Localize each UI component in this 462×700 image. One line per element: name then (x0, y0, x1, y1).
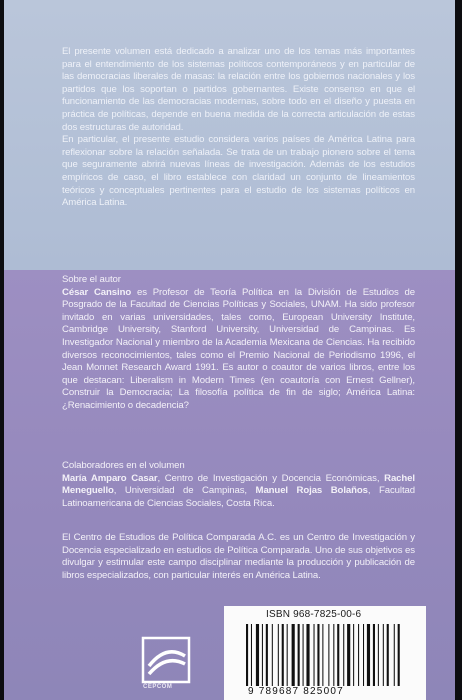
barcode-bar (383, 624, 384, 686)
barcode-bar (347, 624, 350, 686)
top-panel (4, 0, 455, 270)
isbn-box (224, 606, 426, 700)
barcode-bar (343, 624, 344, 686)
logo-text: CEPCOM (143, 684, 173, 690)
barcode-bar (287, 624, 288, 686)
barcode-bar (373, 624, 375, 686)
barcode-bar (306, 624, 309, 686)
barcode-bar (282, 624, 284, 686)
barcode-bar (398, 624, 400, 686)
barcode-bar (266, 624, 268, 686)
barcode-bar (322, 624, 323, 686)
book-back-cover (4, 0, 455, 700)
barcode-bar (317, 624, 319, 686)
barcode-bar (358, 624, 359, 686)
barcode-bar (367, 624, 370, 686)
barcode-bar (363, 624, 364, 686)
barcode-bar (256, 624, 259, 686)
barcode-bar (387, 624, 389, 686)
barcode-bar (353, 624, 354, 686)
intro-paragraph-1: El presente volumen está dedicado a analizar uno de los temas más importantes para el entendimiento de los sistemas políticos contemporáneos y en particular de las democracias liberales de masas: la relación entre los gobiernos nacionales y los partidos que los soportan o partidos gobernantes. Existe consenso en que el funcionamiento de las democracias modernas, sobre todo en el diseño y puesta en práctica de políticas, depende en buena medida de la correcta articulación de estas dos estructuras de autoridad. (62, 46, 415, 133)
intro-paragraph-2: En particular, el presente estudio considera varios países de América Latina para reflexionar sobre la relación señalada. Se trata de un trabajo pionero sobre el tema que seguramente abrirá nuevas líneas de investigación. Además de los estudios empíricos de caso, el libro establece con claridad un conjunto de lineamientos teóricos y conceptuales pertinentes para el estudio de los sistemas políticos en América Latina. (62, 134, 415, 209)
contributors-section (62, 460, 415, 510)
cepcom-logo-icon (141, 636, 191, 684)
barcode-bar (251, 624, 252, 686)
barcode-bar (292, 624, 295, 686)
contributors-list: María Amparo Casar, Centro de Investigación y Docencia Económicas, Rachel Meneguello, Universidad de Campinas, Manuel Rojas Bolaños, Facultad Latinoamericana de Ciencias Sociales, Costa Rica. (62, 472, 415, 509)
contributors-heading: Colaboradores en el volumen (62, 460, 185, 471)
barcode-bar (262, 624, 263, 686)
author-heading: Sobre el autor (62, 274, 121, 285)
barcode-bar (394, 624, 395, 686)
author-section (62, 274, 415, 413)
barcode-number: 9 789687 825007 (248, 686, 344, 697)
barcode-bar (272, 624, 273, 686)
barcode-bar (278, 624, 279, 686)
barcode-bar (314, 624, 315, 686)
barcode (244, 624, 414, 686)
barcode-bar (246, 624, 248, 686)
barcode-bar (303, 624, 304, 686)
barcode-bar (298, 624, 300, 686)
intro-text (62, 46, 415, 210)
author-bio: César Cansino es Profesor de Teoría Política en la División de Estudios de Posgrado de la Facultad de Ciencias Políticas y Sociales, UNAM. Ha sido profesor invitado en varias universidades, tales como, European University Institute, Cambridge University, Stanford University, Universidad de Campinas. Es Investigador Nacional y miembro de la Academia Mexicana de Ciencias. Ha recibido diversos reconocimientos, tales como el Premio Nacional de Periodismo 1996, el Jean Monnet Research Award 1991. Es autor o coautor de varios libros, entre los que destacan: Liberalism in Modern Times (en coautoría con Ernest Gellner), Construir la Democracia; La filosofía política de fin de siglo; América Latina: ¿Renacimiento o decadencia? (62, 286, 415, 411)
publisher-note: El Centro de Estudios de Política Comparada A.C. es un Centro de Investigación y Docencia especializado en estudios de Política Comparada. Uno de sus objetivos es divulgar y estimular este campo disciplinar mediante la producción y publicación de libros especializados, con particular interés en América Latina. (62, 532, 415, 581)
isbn-number: ISBN 968-7825-00-6 (266, 609, 362, 620)
author-name: César Cansino (62, 286, 132, 298)
barcode-bar (328, 624, 329, 686)
barcode-bar (378, 624, 379, 686)
barcode-bar (337, 624, 339, 686)
barcode-bar (333, 624, 334, 686)
